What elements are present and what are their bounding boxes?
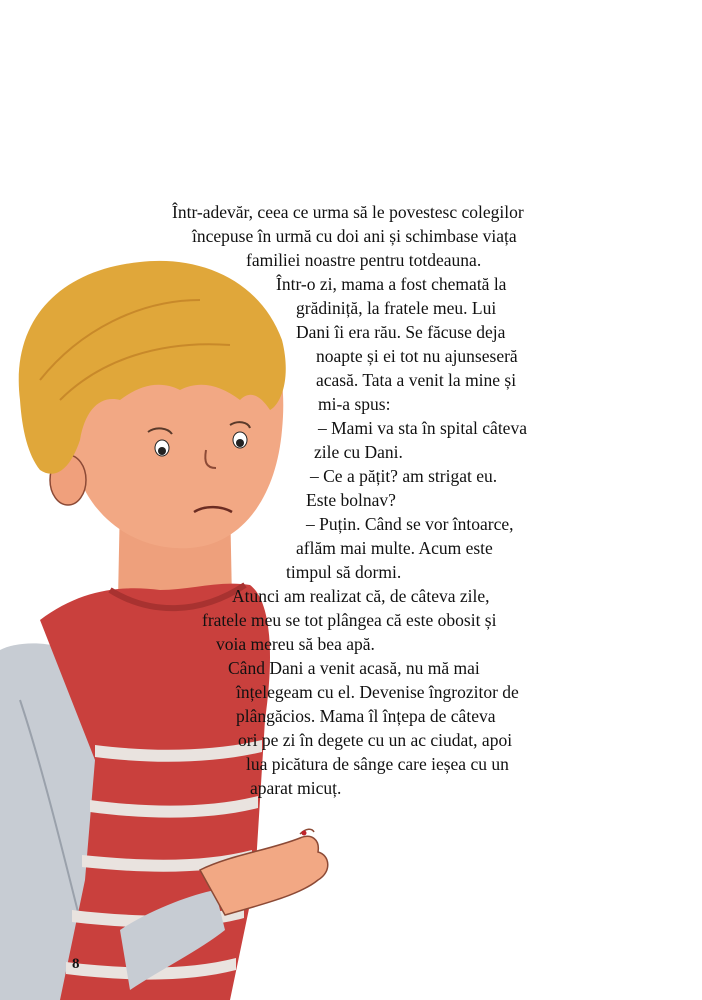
text-line: fratele meu se tot plângea că este obosit și <box>202 610 497 630</box>
text-line: aparat micuț. <box>250 778 342 798</box>
text-line: Este bolnav? <box>306 490 396 510</box>
text-line: familiei noastre pentru totdeauna. <box>246 250 482 270</box>
text-line: ori pe zi în degete cu un ac ciudat, apoi <box>238 730 513 750</box>
text-line: – Mami va sta în spital câteva <box>318 418 527 438</box>
text-line: Dani îi era rău. Se făcuse deja <box>296 322 506 342</box>
text-line: grădiniță, la fratele meu. Lui <box>296 298 497 318</box>
text-line: Într-o zi, mama a fost chemată la <box>276 274 507 294</box>
text-line: zile cu Dani. <box>314 442 403 462</box>
text-line: Când Dani a venit acasă, nu mă mai <box>228 658 480 678</box>
text-line: plângăcios. Mama îl înțepa de câteva <box>236 706 496 726</box>
text-line: – Ce a pățit? am strigat eu. <box>310 466 498 486</box>
text-line: mi-a spus: <box>318 394 391 414</box>
text-line: lua picătura de sânge care ieșea cu un <box>246 754 509 774</box>
text-line: noapte și ei tot nu ajunseseră <box>316 346 518 366</box>
page-number: 8 <box>72 956 80 972</box>
text-line: Într-adevăr, ceea ce urma să le povestesc colegilor <box>172 202 524 222</box>
text-line: aflăm mai multe. Acum este <box>296 538 493 558</box>
text-line: înțelegeam cu el. Devenise îngrozitor de <box>236 682 519 702</box>
text-line: – Puțin. Când se vor întoarce, <box>306 514 514 534</box>
text-line: voia mereu să bea apă. <box>216 634 375 654</box>
text-line: începuse în urmă cu doi ani și schimbase viața <box>192 226 517 246</box>
text-line: Atunci am realizat că, de câteva zile, <box>232 586 490 606</box>
text-line: timpul să dormi. <box>286 562 402 582</box>
text-line: acasă. Tata a venit la mine și <box>316 370 517 390</box>
